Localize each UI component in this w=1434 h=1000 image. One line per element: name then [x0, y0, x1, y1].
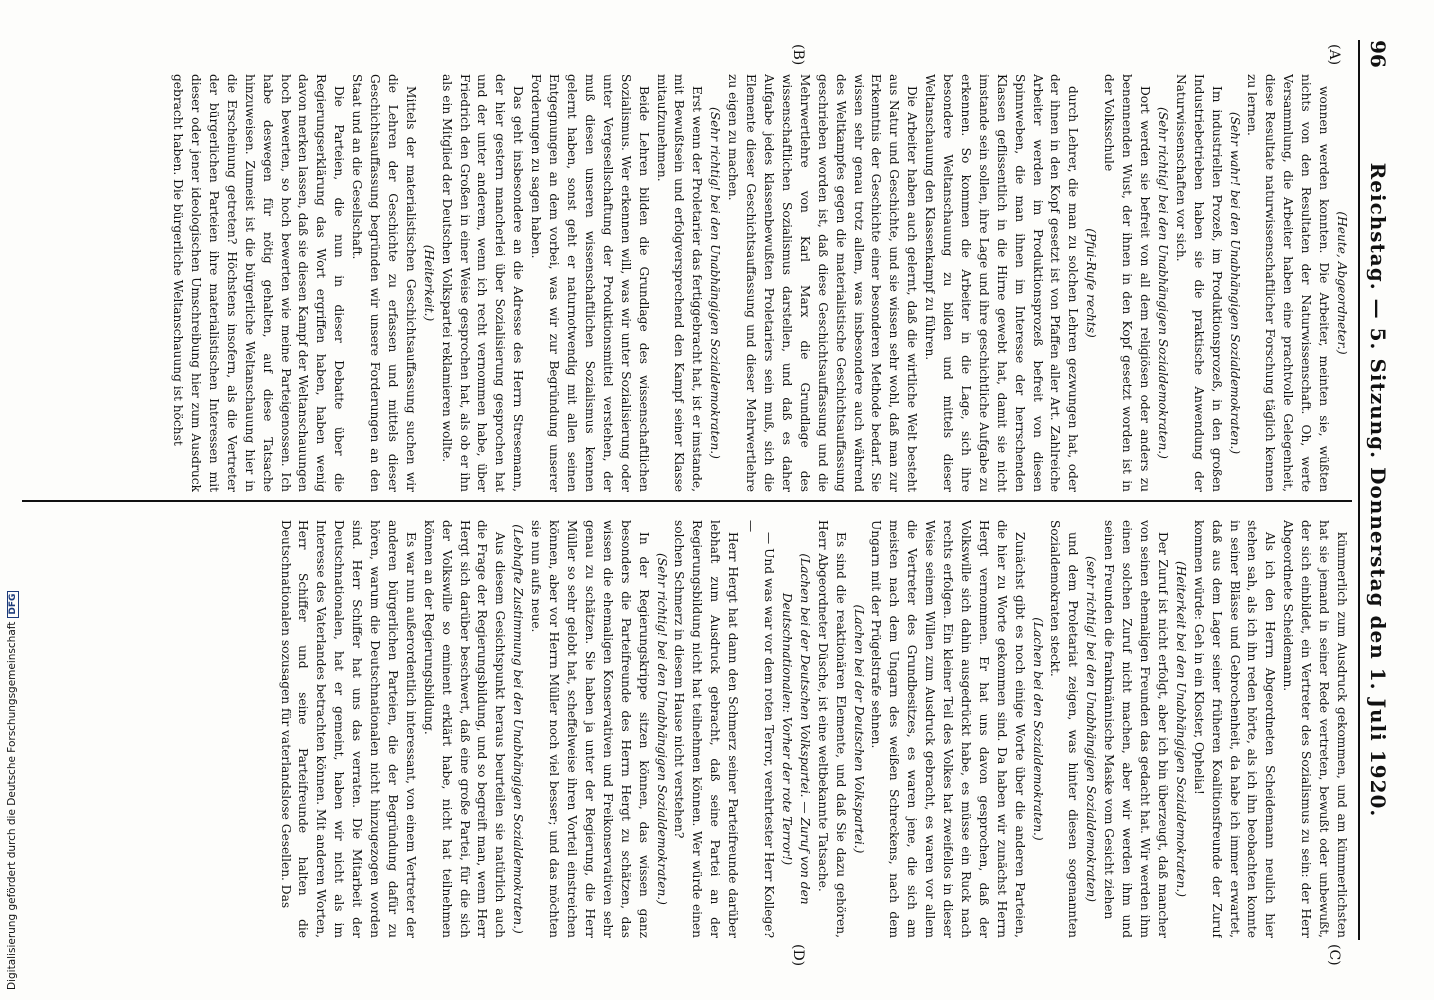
paragraph: kümmerlich zum Ausdruck gekommen, und am kümmerlichsten hat sie jemand in seiner Rede vertreten, bewußt oder unbewußt, der sich einbildet, ein Vertreter des Sozialismus zu sein: der Herr Abgeordnete Scheidemann. — [1281, 520, 1349, 938]
interjection: (sehr richtig! bei den Unabhängigen Sozialdemokraten) — [1084, 556, 1099, 902]
paragraph: durch Lehrer, die man zu solchen Lehren gezwungen hat, oder der ihnen in den Kopf gesetzt ist von Pfaffen aller Art. Zahlreiche Arbeiter werden im Produktionsprozeß befreit von diesen Spinnweben, die man ihnen im Interesse der herrschenden Klassen geflissentlich in die Hirne gewebt hat, damit sie nicht imstande sein sollen, ihre Lage und ihre geschichtliche Aufgabe zu erkennen. So kommen die Arbeiter in die Lage, sich ihre besondere Weltanschauung zu bilden und mittels dieser Weltanschauung den Klassenkampf zu führen. — [923, 74, 1081, 492]
interjection: (Sehr richtig! bei den Unabhängigen Sozialdemokraten.) — [1155, 107, 1170, 459]
right-column — [30, 520, 1350, 938]
paragraph: Es sind die reaktionären Elemente, und daß Sie dazu gehören, Herr Abgeordneter Düsche, ist eine weltbekannte Tatsache. — [815, 520, 848, 938]
paragraph: Der Zuruf ist nicht erfolgt, aber ich bin überzeugt, daß mancher von seinen ehemaligen Freunden das gedacht hat. Wir werden ihm einen solchen Zuruf nicht machen, aber wir werden ihm und seinen Freunden die frankmännische Maske vom Gesicht ziehen — [1102, 520, 1170, 938]
interjection: (Lachen bei der Deutschen Volkspartei.) — [851, 604, 866, 854]
paragraph: Dort werden sie befreit von all dem religiösen oder anders zu benennenden Wust, der ihnen in den Kopf gesetzt worden ist in der Volksschule — [1102, 74, 1153, 492]
page-title: Reichstag. — 5. Sitzung. Donnerstag den 1. Juli 1920. — [1366, 162, 1390, 818]
page-number: 96 — [1366, 40, 1390, 68]
dfg-logo: DFG — [7, 591, 19, 618]
margin-marker-c: (C) — [1326, 944, 1342, 966]
column-divider — [22, 500, 1352, 502]
interjection: (Sehr richtig! bei den Unabhängigen Sozialdemokraten.) — [708, 107, 723, 459]
margin-marker-d: (D) — [790, 944, 806, 967]
paragraph: (Heute, Abgeordneter.) — [1335, 211, 1349, 355]
paragraph: Zunächst gibt es noch einige Worte über die anderen Parteien, die hier zu Worte gekommen sind. Da haben wir zunächst Herrn Hergt vernommen. Er hat uns davon gesprochen, daß der Volkswille sich dahin ausgedrückt habe, es müsse ein Ruck nach rechts erfolgen. Ein kleiner Teil des Volkes hat zweifellos in dieser Weise seinem Willen zum Ausdruck gebracht, es waren vor allem die Vertreter des Grundbesitzes, es waren jene, die sich am meisten nach dem Ungarn des weißen Schreckens, nach dem Ungarn mit der Prügelstrafe sehnen. — [869, 520, 1027, 938]
interjection: (Pfui-Rufe rechts) — [1084, 228, 1099, 338]
paragraph: Die Arbeiter haben auch gelernt, daß die wirtliche Welt besteht aus Natur und Geschichte, und sie wissen sehr wohl, daß man zur Erkenntnis der Geschichte einer besonderen Methode bedarf. Sie wissen sehr genau trotz allem, was insbesondere auch während des Weltkampfes gegen die materialistische Geschichtsauffassung geschrieben worden ist, daß diese Geschichtsauffassung und die Mehrwertlehre von Karl Marx die Grundlage des wissenschaftlichen Sozialismus darstellen, und daß es daher Aufgabe jedes klassenbewußten Proletariers sein muß, sich die Elemente dieser Geschichtsauffassung und dieser Mehrwertlehre zu eigen zu machen. — [726, 74, 920, 492]
margin-marker-b: (B) — [790, 44, 806, 66]
interjection: (Lebhafte Zustimmung bei den Unabhängigen Sozialdemokraten.) — [511, 524, 526, 934]
interjection: (Lachen bei den Sozialdemokraten.) — [1030, 617, 1045, 841]
paragraph: — Und was war vor dem roten Terror, verehrtester Herr Kollege? — — [744, 520, 776, 938]
paragraph: Die Parteien, die nun in dieser Debatte über die Regierungserklärung das Wort ergriffen haben, haben wenig davon merken lassen, daß sie diesen Kampf der Weltanschauungen hoch bewerten, so hoch bewerten wie meine Parteigenossen. Ich habe deswegen für nötig gehalten, auf diese Tatsache hinzuweisen. Zumeist ist die bürgerliche Weltanschauung hier in die Erscheinung getreten? Höchstens insofern, als die Vertreter der bürgerlichen Parteien ihre materialistischen Interessen mit dieser oder jener ideologischen Umschreibung hier zum Ausdruck gebracht haben. Die bürgerliche Weltanschauung ist höchst — [171, 74, 347, 492]
paragraph: Es war nun außerordentlich interessant, von einem Vertreter der anderen bürgerlichen Parteien, die der Begründung dafür zu hören, warum die Deutschnationalen nicht hinzugezogen worden sind. Herr Schiffer hat uns das verraten. Die Mitarbeit der Deutschnationalen, hat er gemeint, haben wir nicht als im Interesse des Vaterlandes betrachten können. Mit anderen Worten, Herr Schiffer und seine Parteifreunde halten die Deutschnationalen sozusagen für vaterlandslose Gesellen. Das — [278, 520, 418, 938]
paragraph: Aus diesem Gesichtspunkt heraus beurteilen sie natürlich auch die Frage der Regierungsbildung, und so begreift man, wenn Herr Hergt sich darüber beschwert, daß eine große Partei, für die sich der Volkswille so eminent erklärt habe, nicht hat teilnehmen können an der Regierungsbildung. — [421, 520, 508, 938]
paragraph: Das geht insbesondere an die Adresse des Herrn Stresemann, der hier gestern mancherlei über Sozialisierung gesprochen hat und der unter anderem, wenn ich recht vernommen habe, über Friedrich den Großen in einer Weise gesprochen hat, als ob er ihn als ein Mitglied der Deutschen Volkspartei reklamieren wollte. — [439, 74, 526, 492]
paragraph: Als ich den Herrn Abgeordneten Scheidemann neulich hier stehen sah, als ich ihn reden hörte, als ich ihn beobachten konnte in seiner Blässe und Gebrochenheit, da habe ich immer erwartet, daß aus dem Lager seiner früheren Koalitionsfreunde der Zuruf kommen würde: Geh in ein Kloster, Ophelia! — [1191, 520, 1278, 938]
paragraph: Beide Lehren bilden die Grundlage des wissenschaftlichen Sozialismus. Wer erkennen will, was wir unter Sozialisierung oder unter Vergesellschaftung der Produktionsmittel verstehen, der muß diesen unseren wissenschaftlichen Sozialismus kennen gelernt haben, sonst geht er naturnotwendig mit allen seinen Entgegnungen an dem vorbei, was wir zur Begründung unserer Forderungen zu sagen haben. — [529, 74, 651, 492]
left-column — [30, 74, 1350, 492]
header-rule — [1358, 40, 1360, 940]
interjection: (Heiterkeit bei den Unabhängigen Sozialdemokraten.) — [1173, 561, 1188, 897]
interjection: (Heiterkeit.) — [421, 244, 436, 322]
interjection: (Sehr richtig! bei den Unabhängigen Sozialdemokraten.) — [654, 553, 669, 905]
interjection: (Lachen bei der Deutschen Volkspartei. — Zuruf von den Deutschnationalen: Vorher der rote Terror!) — [779, 553, 812, 905]
paragraph: Mittels der materialistischen Geschichtsauffassung suchen wir die Lehren der Geschichte zu erfassen und mittels dieser Geschichtsauffassung begründen wir unsere Forderungen an den Staat und an die Gesellschaft. — [350, 74, 418, 492]
paragraph: und dem Proletariat zeigen, was hinter diesen sogenannten Sozialdemokraten steckt. — [1048, 520, 1081, 938]
paragraph: In der Regierungskrippe sitzen können, das wissen ganz besonders die Parteifreunde des Herrn Hergt zu schätzen, das wissen die ehemaligen Konservativen und Freikonservativen sehr genau zu schätzen. Sie haben ja unter der Regierung, die Herr Müller so sehr gelobt hat, scheffelweise ihren Vorteil einstreichen können, aber vor Herrn Müller noch viel besser; und das möchten sie nun aufs neue. — [529, 520, 651, 938]
digitization-credit — [6, 470, 24, 990]
credit-text: Digitalisierung gefördert durch die Deutsche Forschungsgemeinschaft — [6, 621, 18, 990]
paragraph: Erst wenn der Proletarier das fertiggebracht hat, ist er imstande, mit Bewußtsein und erfolgversprechend den Kampf seiner Klasse mitaufzunehmen. — [654, 74, 705, 492]
page-header — [1360, 40, 1394, 940]
margin-marker-a: (A) — [1326, 44, 1342, 66]
paragraph: Herr Hergt hat dann den Schmerz seiner Parteifreunde darüber lebhaft zum Ausdruck gebracht, daß seine Partei an der Regierungsbildung nicht hat teilnehmen können. Wer würde einen solchen Schmerz in diesem Hause nicht verstehen? — [672, 520, 741, 938]
paragraph: wonnen werden konnten. Die Arbeiter, meinten sie, wüßten nichts von den Resultaten der Naturwissenschaft. Oh, werte Versammlung, die Arbeiter haben eine prachtvolle Gelegenheit, diese Resultate naturwissenschaftlicher Forschung täglich kennen zu lernen. — [1245, 74, 1332, 492]
paragraph: Im industriellen Prozeß, im Produktionsprozeß, in den großen Industriebetrieben haben sie die praktische Anwendung der Naturwissenschaften vor sich. — [1173, 74, 1224, 492]
interjection: (Sehr wahr! bei den Unabhängigen Sozialdemokraten.) — [1227, 111, 1242, 455]
